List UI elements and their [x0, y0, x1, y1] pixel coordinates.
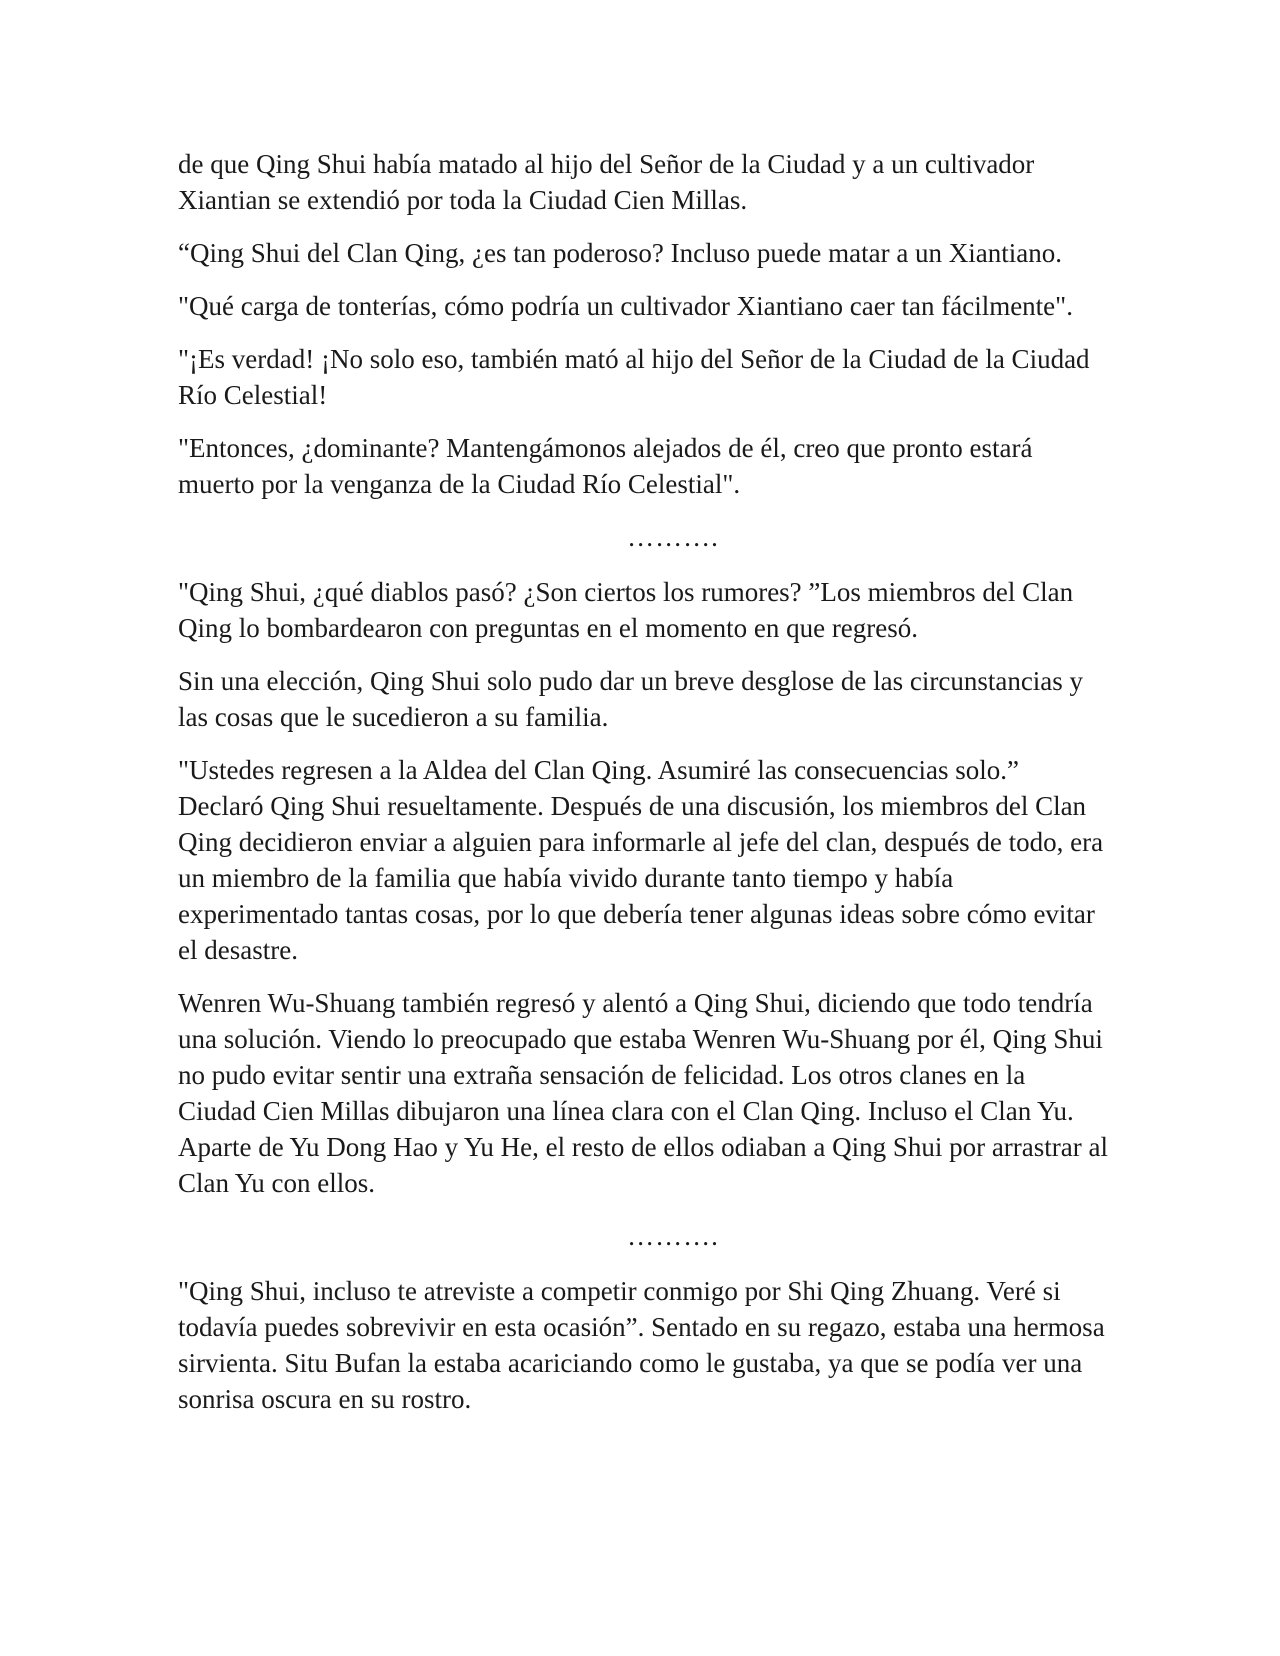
paragraph-return-village: "Ustedes regresen a la Aldea del Clan Qing. Asumiré las consecuencias solo.” Declaró Qing Shui resueltamente. Después de una discusión, los miembros del Clan Qing decidieron enviar a alguien para informarle al jefe del clan, después de todo, era un miembro de la familia que había vivido durante tanto tiempo y había experimentado tantas cosas, por lo que debería tener algunas ideas sobre cómo evitar el desastre.	[178, 755, 1104, 965]
paragraph-dialogue-powerful: “Qing Shui del Clan Qing, ¿es tan poderoso? Incluso puede matar a un Xiantiano.	[178, 238, 1063, 268]
paragraph-wenren-wushuang: Wenren Wu-Shuang también regresó y alentó a Qing Shui, diciendo que todo tendría una solución. Viendo lo preocupado que estaba Wenren Wu-Shuang por él, Qing Shui no pudo evitar sentir una extraña sensación de felicidad. Los otros clanes en la Ciudad Cien Millas dibujaron una línea clara con el Clan Qing. Incluso el Clan Yu. Aparte de Yu Dong Hao y Yu He, el resto de ellos odiaban a Qing Shui por arrastrar al Clan Yu con ellos.	[178, 988, 1108, 1198]
paragraph-situ-bufan: "Qing Shui, incluso te atreviste a competir conmigo por Shi Qing Zhuang. Veré si todavía puedes sobrevivir en esta ocasión”. Sentado en su regazo, estaba una hermosa sirvienta. Situ Bufan la estaba acariciando como le gustaba, ya que se podía ver una sonrisa oscura en su rostro.	[178, 1276, 1105, 1414]
paragraph-rumor-spread: de que Qing Shui había matado al hijo del Señor de la Ciudad y a un cultivador Xiantian se extendió por toda la Ciudad Cien Millas.	[178, 149, 1035, 215]
paragraph-dialogue-true: "¡Es verdad! ¡No solo eso, también mató al hijo del Señor de la Ciudad de la Ciudad Río Celestial!	[178, 344, 1090, 410]
section-separator: ……….	[627, 522, 719, 552]
paragraph-dialogue-nonsense: "Qué carga de tonterías, cómo podría un cultivador Xiantiano caer tan fácilmente".	[178, 291, 1073, 321]
paragraph-breakdown: Sin una elección, Qing Shui solo pudo dar un breve desglose de las circunstancias y las cosas que le sucedieron a su familia.	[178, 666, 1084, 732]
section-separator: ……….	[627, 1221, 719, 1251]
document-body	[178, 146, 1108, 1434]
paragraph-dialogue-dominant: "Entonces, ¿dominante? Mantengámonos alejados de él, creo que pronto estará muerto por la venganza de la Ciudad Río Celestial".	[178, 433, 1033, 499]
paragraph-clan-questions: "Qing Shui, ¿qué diablos pasó? ¿Son ciertos los rumores? ”Los miembros del Clan Qing lo bombardearon con preguntas en el momento en que regresó.	[178, 577, 1074, 643]
